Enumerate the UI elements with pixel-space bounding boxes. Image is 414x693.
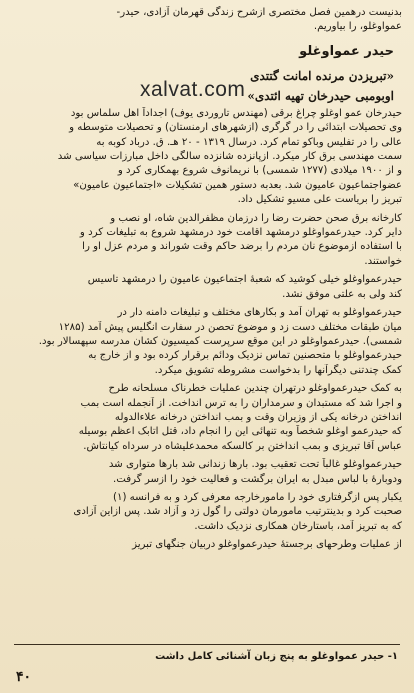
text-line: از عملیات وطرحهای برجستهٔ حیدرعمواوغلو دربیان جنگهای تبریز (132, 539, 402, 551)
text-line: حیدرعمواوغلو خیلی کوشید که شعبهٔ اجتماعیون عامیون را درمشهد تاسیس (87, 274, 402, 286)
text-line: کمک چندتنی دیگرآنها را بدخواست مشروطه تشویق میکرد. (154, 364, 402, 376)
text-line: که به تبریز آمد، باستارخان همکاری نزدیک داشت. (194, 520, 402, 532)
text-line: عضواجتماعیون عامیون شد. بعدبه دستور همین تشکیلات «اجتماعیون عامیون» (73, 179, 402, 191)
text-line: ودوبارهٔ با لباس مبدل به ایران برگشت و فعالیت خود را ازسر گرفت. (113, 473, 402, 485)
text-line: تبریز را بریاست علی مسیو تشکیل داد. (237, 194, 402, 206)
subtitle-line-1: «تبریزدن مرنده امانت گتتدی (250, 68, 394, 83)
text-line: عالی را در تفلیس وباکو تمام کرد. درسال ۱۳۱۹ - ۲۰ هـ. ق. درباد کوبه به (96, 136, 402, 148)
text-line: حیدرخان عمو اوغلو چراغ برقی (مهندس تاروردی یوف) اجداداً اهل سلماس بود (70, 107, 402, 119)
footnote: ۱- حیدر عمواوغلو به پنج زبان آشنائی کامل داشت (155, 651, 398, 662)
text-line: عمواوغلو، را بیاوریم. (313, 21, 402, 33)
text-line: صحبت کرد و بدینترتیب مامورمان دولتی را گول زد و آزاد شد. پس ازاین آزادی (73, 506, 402, 518)
subtitle-line-2: اوبومبی حیدرخان تهیه ائتدی» (247, 88, 394, 103)
text-line: یکبار پس ازگرفتاری خود را مامورخارجه معرفی کرد و به فرانسه (۱) (112, 491, 402, 503)
text-line: و اجرا شد که مستبدان و سرمداران را به ترس انداخت. از آنجمله است بمب (80, 397, 402, 409)
page-number: ۴۰ (16, 669, 32, 685)
text-line: میان طبقات مختلف دست زد و موضوع تحصن در سفارت انگلیس پیش آمد (۱۲۸۵ (58, 321, 402, 333)
paragraph-pursuit (10, 458, 402, 487)
paragraph-escape (10, 491, 402, 534)
paragraph-mashhad (10, 212, 402, 270)
text-line: که حیدرعمو اوغلو شخصاً وبه تنهائی این را انجام داد، قتل اتابک اعظم بوسیله (78, 426, 402, 438)
text-line: وی تحصیلات ابتدائی را در گرگری (ازشهرهای ارمنستان) و تحصیلات متوسطه و (69, 122, 402, 134)
text-line: بدنیست درهمین فصل مختصری ازشرح زندگی قهرمان آزادی، حیدر- (116, 7, 402, 18)
footnote-divider (14, 644, 400, 645)
text-line: با استفاده ازموضوع نان مردم را برضد حاکم وقت شوراند و مردم عزل او را (82, 241, 402, 253)
watermark-text: xalvat.com (140, 78, 246, 101)
text-line: حیدرعمواوغلو با متحصنین تماس نزدیک ودائم برقرار کرده بود و از خارج به (88, 350, 402, 362)
text-line: دایر کرد. حیدرعمواوغلو درمشهد اقامت خود درمشهد شروع به تبلیغات کرد و (79, 227, 402, 239)
text-line: عباس آقا تبریزی و بمب انداختن بر کالسکه محمدعلیشاه در سرداه کیانتاش. (83, 440, 402, 452)
paragraph-biography (10, 107, 402, 208)
section-title: حیدر عمواوغلو (299, 43, 394, 59)
text-line: خواستند. (364, 255, 402, 267)
text-line: سمت مهندسی برق کار میکرد. ازپانزده شانزده سالگی داخل مبارزات سیاسی شد (57, 151, 402, 163)
text-line: و از ۱۹۰۰ میلادی (۱۲۷۷ شمسی) با نریمانوف شروع بهمکاری کرد و (117, 165, 402, 177)
text-line: کارخانه برق صحن حضرت رضا را درزمان مظفرالدین شاه، او نصب و (110, 212, 402, 224)
paragraph-tabriz (10, 538, 402, 552)
text-line: به کمک حیدرعمواوغلو درتهران چندین عملیات خطرناک مسلحانه طرح (108, 383, 402, 395)
paragraph-operations (10, 382, 402, 454)
text-line: کند ولی به علتی موفق نشد. (282, 288, 402, 300)
paragraph-tehran (10, 306, 402, 378)
text-line: حیدرعمواوغلو غالباً تحت تعقیب بود. بارها زندانی شد بارها متواری شد (108, 459, 402, 471)
paragraph-branch (10, 273, 402, 302)
text-line: انداختن درخانه یکی از وزیران وقت و بمب انداختن درخانه علاءالدوله (114, 411, 402, 423)
text-line: شمسی). حیدرعمواوغلو در این موقع سرپرست کمیسیون کشان مدرسه سپهسالار بود. (38, 335, 402, 347)
text-line: حیدرعمواوغلو به تهران آمد و بکارهای مختلف و تبلیغات دامنه دار در (117, 307, 402, 319)
intro-paragraph (10, 6, 402, 35)
